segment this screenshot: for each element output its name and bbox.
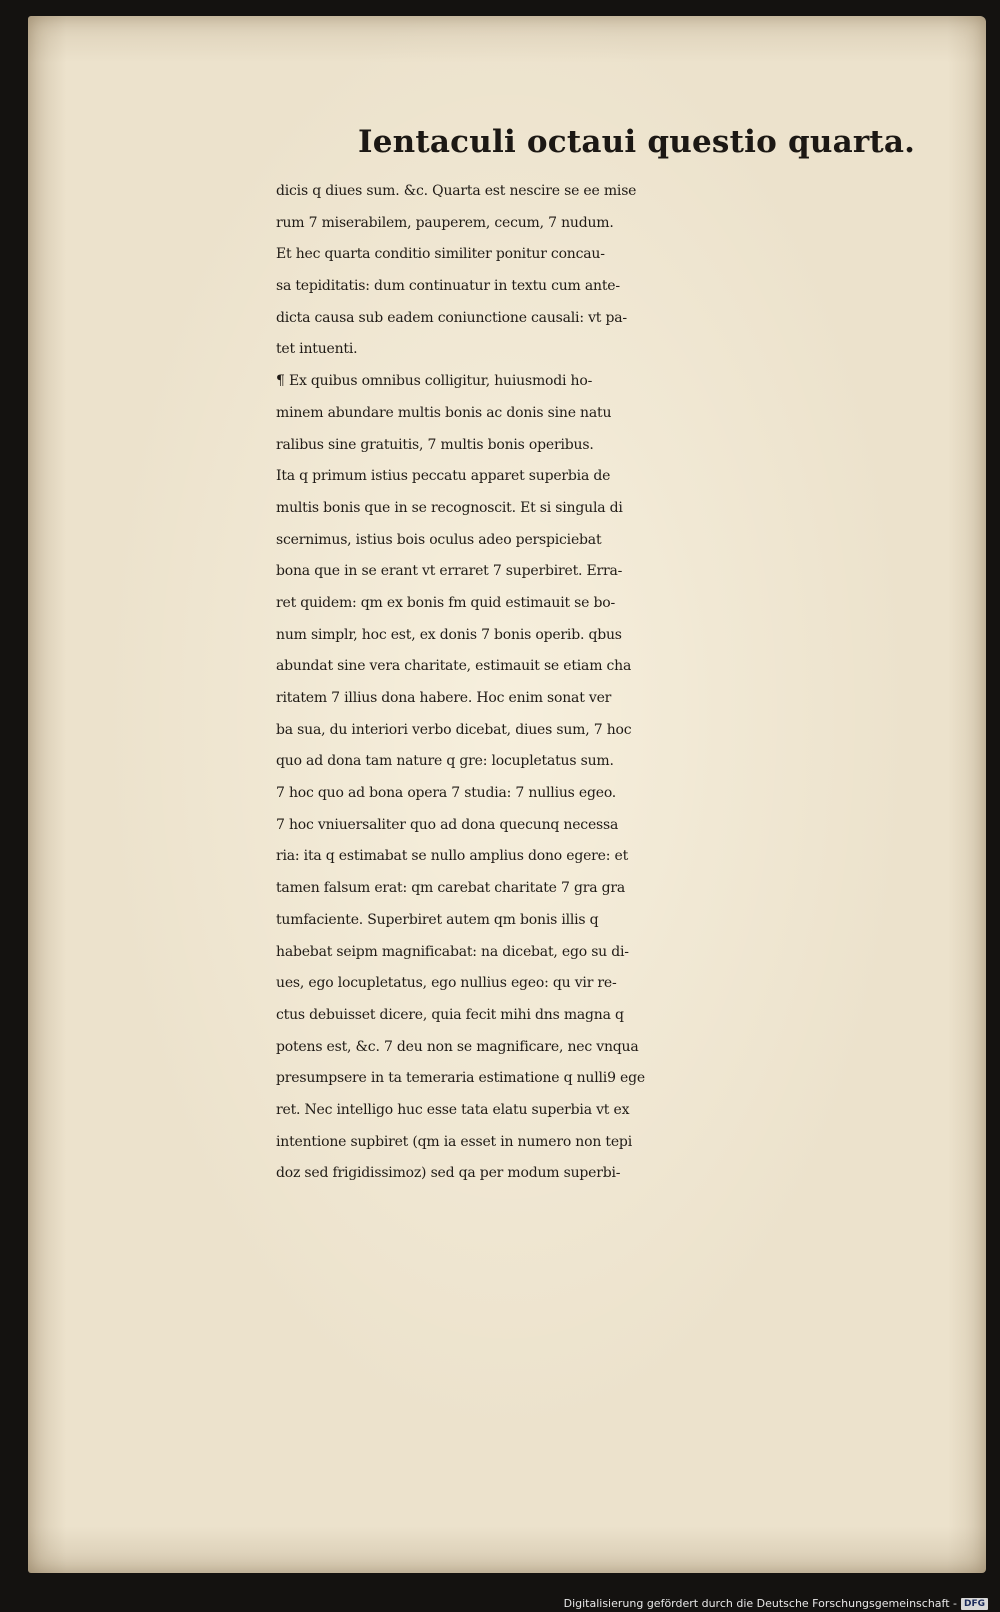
- text-line: tet intuenti.: [276, 341, 358, 358]
- text-line: habebat seipm magnificabat: na dicebat, ego su di-: [276, 943, 629, 960]
- text-line: bona que in se erant vt erraret 7 superbiret. Erra-: [276, 563, 623, 580]
- text-line: sa tepiditatis: dum continuatur in textu cum ante-: [276, 278, 620, 295]
- text-block: [276, 176, 986, 1190]
- text-line: doz sed frigidissimoz) sed qa per modum superbi-: [276, 1165, 621, 1182]
- text-line: dicis q diues sum. &c. Quarta est nescire se ee mise: [276, 183, 637, 199]
- text-line: ba sua, du interiori verbo dicebat, diues sum, 7 hoc: [276, 721, 632, 738]
- text-line: Et hec quarta conditio similiter ponitur concau-: [276, 246, 605, 263]
- footer-credit-text: Digitalisierung gefördert durch die Deutsche Forschungsgemeinschaft -: [563, 1597, 957, 1610]
- text-line: presumpsere in ta temeraria estimatione q nulli9 ege: [276, 1070, 645, 1087]
- text-line: ret quidem: qm ex bonis fm quid estimauit se bo-: [276, 594, 616, 611]
- text-line: ritatem 7 illius dona habere. Hoc enim sonat ver: [276, 690, 612, 706]
- text-line: minem abundare multis bonis ac donis sine natu: [276, 404, 612, 421]
- text-line: quo ad dona tam nature q gre: locupletatus sum.: [276, 753, 614, 770]
- text-line: ria: ita q estimabat se nullo amplius dono egere: et: [276, 848, 629, 865]
- text-line: ctus debuisset dicere, quia fecit mihi dns magna q: [276, 1006, 624, 1023]
- text-line: ralibus sine gratuitis, 7 multis bonis operibus.: [276, 436, 594, 453]
- text-line: ret. Nec intelligo huc esse tata elatu superbia vt ex: [276, 1101, 630, 1118]
- text-line: ues, ego locupletatus, ego nullius egeo: qu vir re-: [276, 975, 617, 992]
- text-line: scernimus, istius bois oculus adeo perspiciebat: [276, 531, 602, 548]
- text-line: Ita q primum istius peccatu apparet superbia de: [276, 468, 611, 485]
- footer-credit: [564, 1597, 988, 1610]
- text-line: abundat sine vera charitate, estimauit se etiam cha: [276, 658, 632, 675]
- text-line: ¶ Ex quibus omnibus colligitur, huiusmodi ho-: [276, 373, 593, 390]
- dfg-logo: DFG: [961, 1598, 988, 1610]
- text-line: potens est, &c. 7 deu non se magnificare, nec vnqua: [276, 1038, 639, 1055]
- text-line: tamen falsum erat: qm carebat charitate 7 gra gra: [276, 880, 626, 897]
- text-line: num simplr, hoc est, ex donis 7 bonis operib. qbus: [276, 626, 622, 643]
- text-line: multis bonis que in se recognoscit. Et si singula di: [276, 499, 623, 516]
- text-line: dicta causa sub eadem coniunctione causali: vt pa-: [276, 309, 627, 326]
- text-line: 7 hoc vniuersaliter quo ad dona quecunq necessa: [276, 816, 619, 833]
- book-page: [28, 16, 986, 1573]
- text-line: rum 7 miserabilem, pauperem, cecum, 7 nudum.: [276, 214, 614, 231]
- page-heading: Ientaculi octaui questio quarta.: [358, 124, 916, 160]
- text-line: intentione supbiret (qm ia esset in numero non tepi: [276, 1133, 632, 1150]
- text-line: tumfaciente. Superbiret autem qm bonis illis q: [276, 911, 599, 928]
- text-line: 7 hoc quo ad bona opera 7 studia: 7 nullius egeo.: [276, 785, 617, 802]
